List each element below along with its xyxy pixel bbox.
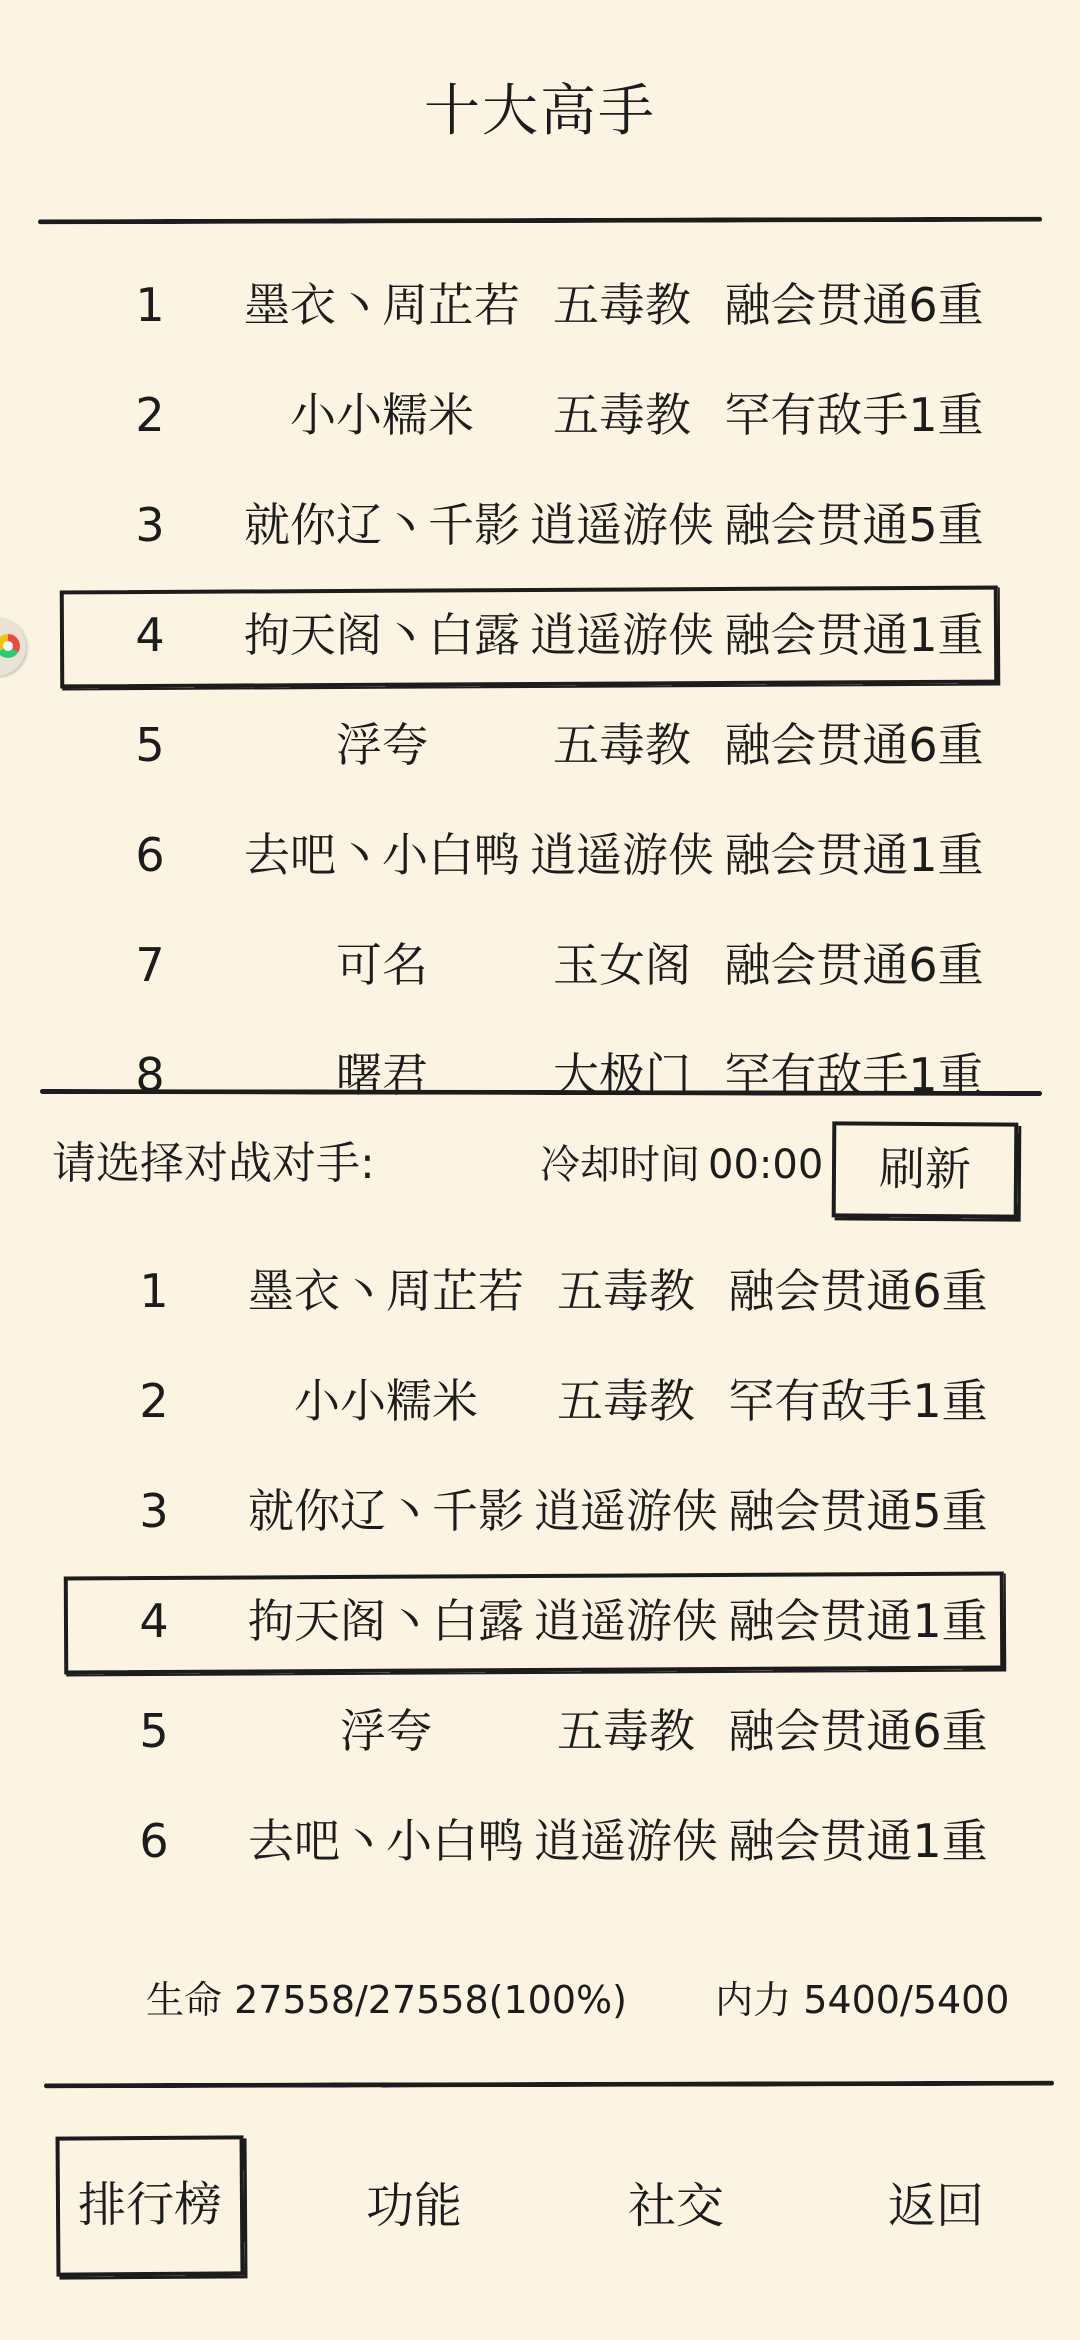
level-cell: 融会贯通6重 <box>724 938 984 992</box>
rank-cell: 1 <box>139 1264 169 1318</box>
divider-bottom <box>44 2081 1054 2089</box>
rank-cell: 4 <box>135 608 165 662</box>
sect-cell: 逍遥游侠 <box>530 498 714 552</box>
player-name-cell: 曙君 <box>336 1048 428 1102</box>
level-cell: 融会贯通5重 <box>728 1484 988 1538</box>
player-name-cell: 墨衣丶周芷若 <box>244 278 520 332</box>
rank-cell: 3 <box>135 498 165 552</box>
ranking-row[interactable] <box>0 690 1080 800</box>
mp-label: 内力 <box>715 1978 792 2022</box>
selected-row-frame <box>60 586 999 689</box>
level-cell: 罕有敌手1重 <box>724 1048 984 1102</box>
level-cell: 罕有敌手1重 <box>728 1374 988 1428</box>
player-name-cell: 浮夸 <box>336 718 428 772</box>
rank-cell: 8 <box>135 1048 165 1102</box>
sect-cell: 五毒教 <box>553 718 691 772</box>
rank-cell: 6 <box>135 828 165 882</box>
nav-social[interactable]: 社交 <box>627 2178 724 2234</box>
nav-back[interactable]: 返回 <box>887 2178 984 2234</box>
level-cell: 融会贯通5重 <box>724 498 984 552</box>
level-cell: 融会贯通1重 <box>724 608 984 662</box>
player-name-cell: 可名 <box>336 938 428 992</box>
rank-cell: 7 <box>135 938 165 992</box>
rank-cell: 1 <box>135 278 165 332</box>
sect-cell: 五毒教 <box>553 278 691 332</box>
ranking-row[interactable] <box>0 910 1080 1020</box>
player-name-cell: 去吧丶小白鸭 <box>244 828 520 882</box>
hp-label: 生命 <box>146 1978 223 2022</box>
sect-cell: 五毒教 <box>553 388 691 442</box>
player-name-cell: 就你辽丶千影 <box>244 498 520 552</box>
player-name-cell: 小小糯米 <box>294 1374 478 1428</box>
player-name-cell: 小小糯米 <box>290 388 474 442</box>
opponent-list[interactable] <box>0 1236 1080 1896</box>
nav-leaderboard[interactable]: 排行榜 <box>56 2135 245 2276</box>
top-ranking-list[interactable] <box>0 250 1080 1102</box>
ranking-row[interactable] <box>0 1676 1080 1786</box>
ranking-row[interactable] <box>0 470 1080 580</box>
sect-cell: 逍遥游侠 <box>530 828 714 882</box>
rank-cell: 5 <box>135 718 165 772</box>
nav-functions[interactable]: 功能 <box>365 2178 462 2234</box>
rank-cell: 4 <box>139 1594 169 1648</box>
tricolor-ball-icon <box>0 634 20 658</box>
level-cell: 融会贯通1重 <box>728 1814 988 1868</box>
level-cell: 罕有敌手1重 <box>724 388 984 442</box>
ranking-row[interactable] <box>0 250 1080 360</box>
rank-cell: 3 <box>139 1484 169 1538</box>
ranking-row[interactable] <box>0 360 1080 470</box>
player-stats <box>146 1968 1009 2032</box>
rank-cell: 2 <box>135 388 165 442</box>
sect-cell: 五毒教 <box>557 1374 695 1428</box>
sect-cell: 大极门 <box>553 1048 691 1102</box>
ranking-row[interactable] <box>0 800 1080 910</box>
refresh-button[interactable]: 刷新 <box>832 1121 1019 1218</box>
sect-cell: 玉女阁 <box>553 938 691 992</box>
player-name-cell: 拘天阁丶白露 <box>244 608 520 662</box>
level-cell: 融会贯通6重 <box>728 1704 988 1758</box>
cooldown-label: 冷却时间 <box>540 1142 700 1188</box>
level-cell: 融会贯通1重 <box>728 1594 988 1648</box>
level-cell: 融会贯通6重 <box>724 278 984 332</box>
page-title: 十大高手 <box>424 79 656 144</box>
sect-cell: 逍遥游侠 <box>534 1484 718 1538</box>
player-name-cell: 浮夸 <box>340 1704 432 1758</box>
ranking-row[interactable] <box>0 1346 1080 1456</box>
level-cell: 融会贯通6重 <box>724 718 984 772</box>
player-name-cell: 墨衣丶周芷若 <box>248 1264 524 1318</box>
sect-cell: 逍遥游侠 <box>534 1594 718 1648</box>
ranking-row[interactable] <box>0 1456 1080 1566</box>
divider-top <box>38 217 1042 225</box>
hp-value: 27558/27558(100%) <box>234 1978 627 2022</box>
level-cell: 融会贯通1重 <box>724 828 984 882</box>
selected-row-frame <box>64 1572 1005 1675</box>
cooldown-timer <box>540 1130 831 1200</box>
rank-cell: 5 <box>139 1704 169 1758</box>
player-name-cell: 去吧丶小白鸭 <box>248 1814 524 1868</box>
player-name-cell: 拘天阁丶白露 <box>248 1594 524 1648</box>
sect-cell: 五毒教 <box>557 1264 695 1318</box>
cooldown-value: 00:00 <box>708 1142 824 1188</box>
sect-cell: 逍遥游侠 <box>534 1814 718 1868</box>
rank-cell: 2 <box>139 1374 169 1428</box>
ranking-row[interactable] <box>0 1786 1080 1896</box>
ranking-row[interactable] <box>0 1236 1080 1346</box>
player-name-cell: 就你辽丶千影 <box>248 1484 524 1538</box>
level-cell: 融会贯通6重 <box>728 1264 988 1318</box>
choose-opponent-prompt: 请选择对战对手: <box>52 1138 375 1189</box>
mp-value: 5400/5400 <box>803 1978 1010 2022</box>
ranking-row[interactable] <box>0 1020 1080 1130</box>
rank-cell: 6 <box>139 1814 169 1868</box>
sect-cell: 五毒教 <box>557 1704 695 1758</box>
sect-cell: 逍遥游侠 <box>530 608 714 662</box>
